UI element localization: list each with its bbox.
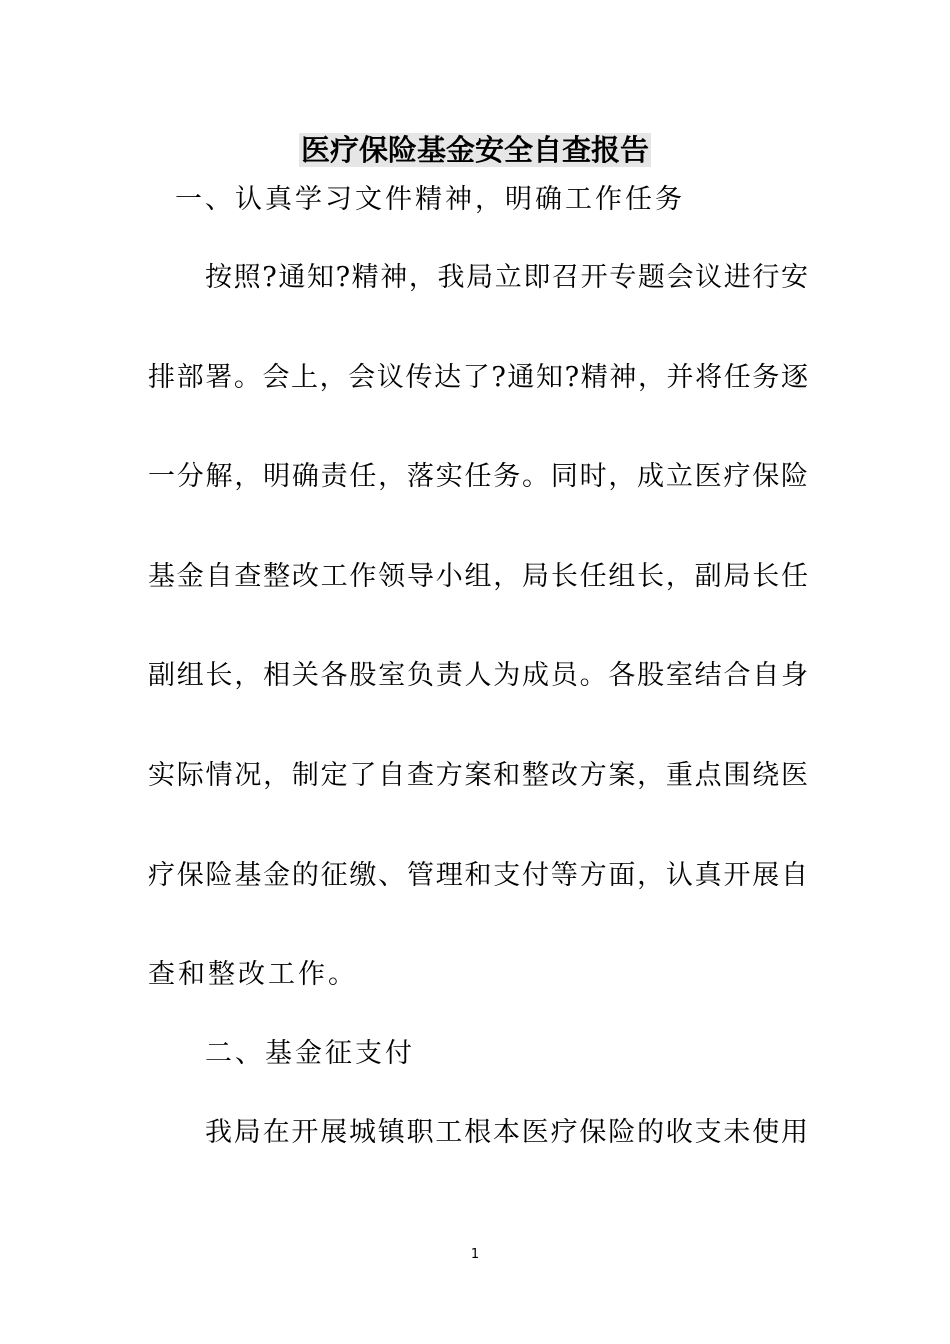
paragraph-line: 实际情况，制定了自查方案和整改方案，重点围绕医 [148,760,808,791]
document-title-text: 医疗保险基金安全自查报告 [300,133,649,167]
paragraph-line: 一分解，明确责任，落实任务。同时，成立医疗保险 [148,461,808,492]
paragraph-line: 副组长，相关各股室负责人为成员。各股室结合自身 [148,660,808,691]
paragraph-line: 我局在开展城镇职工根本医疗保险的收支未使用 [205,1117,808,1148]
section-heading-1: 一、认真学习文件精神，明确工作任务 [175,184,685,215]
paragraph-line: 排部署。会上，会议传达了?通知?精神，并将任务逐 [148,362,808,393]
paragraph-line: 查和整改工作。 [148,959,358,990]
section-heading-2: 二、基金征支付 [205,1038,415,1069]
paragraph-line: 基金自查整改工作领导小组，局长任组长，副局长任 [148,561,808,592]
document-title [0,128,950,172]
paragraph-line: 疗保险基金的征缴、管理和支付等方面，认真开展自 [148,860,808,891]
paragraph-line: 按照?通知?精神，我局立即召开专题会议进行安 [205,262,808,293]
page-number: 1 [470,1247,480,1262]
